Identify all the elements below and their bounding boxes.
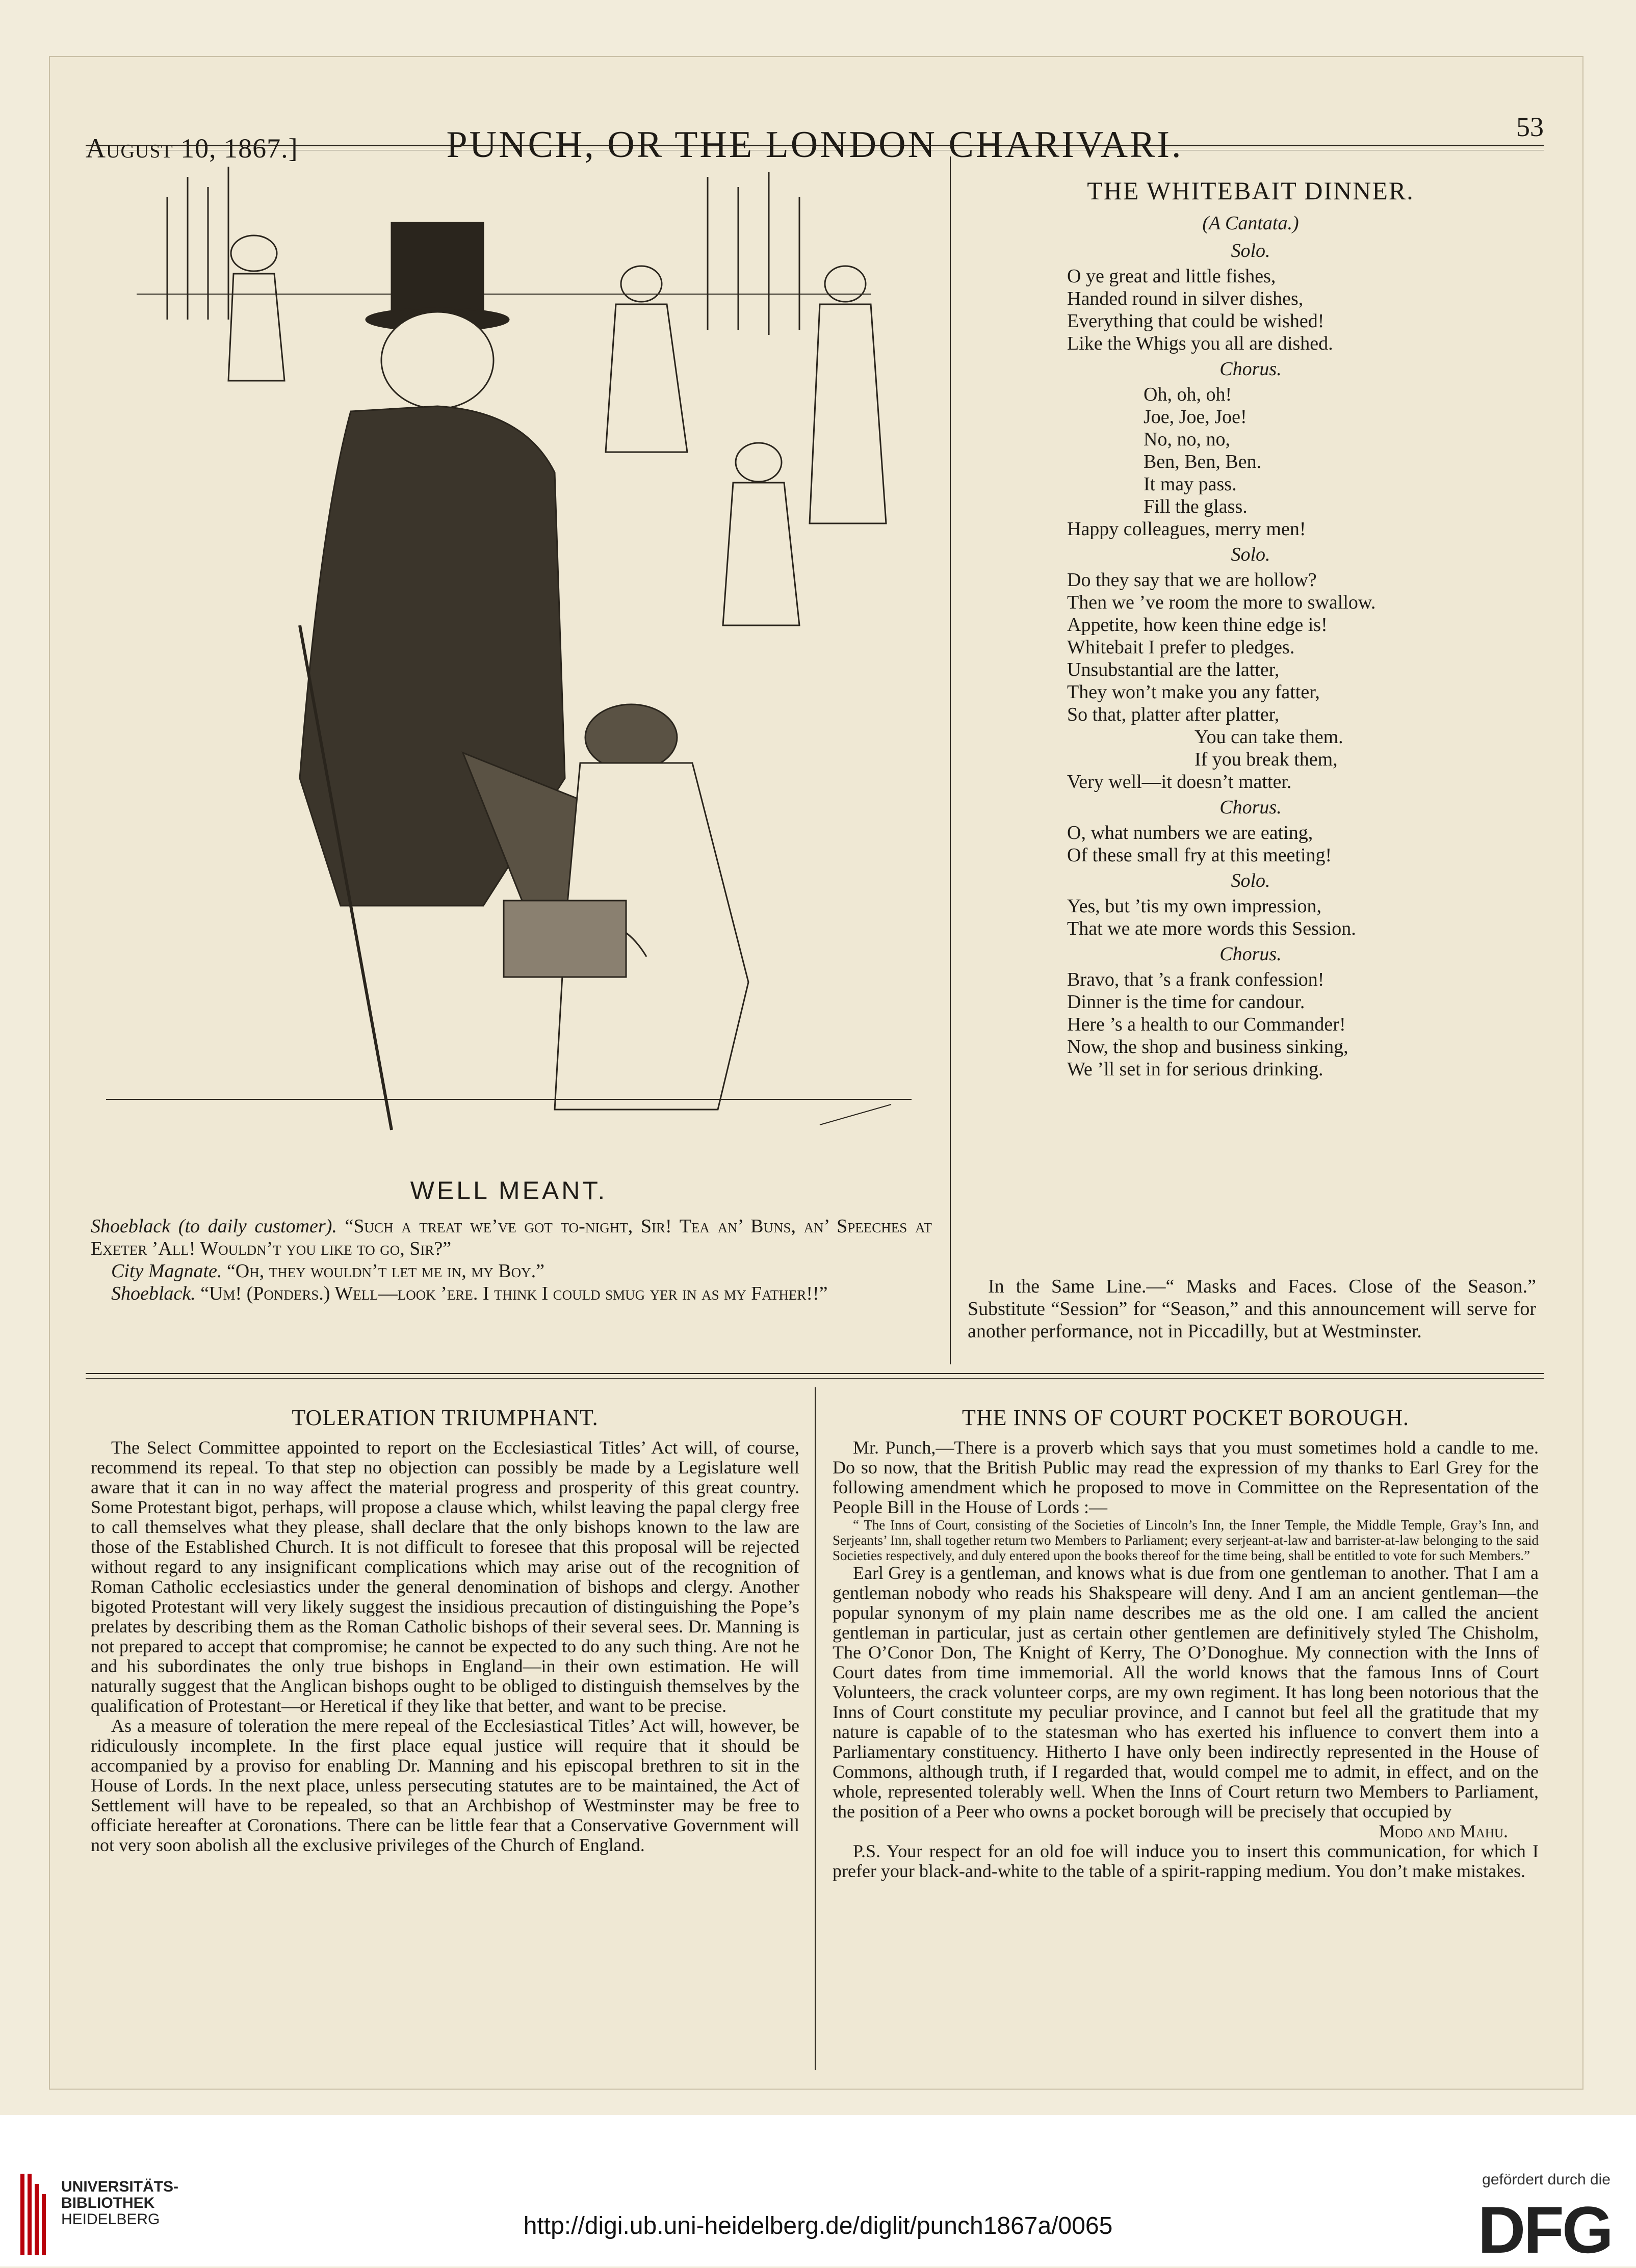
signature: Modo and Mahu. xyxy=(1379,1821,1508,1841)
poem-stanza xyxy=(970,569,1531,793)
poem-line: It may pass. xyxy=(1144,473,1237,495)
funded-by-text: gefördert durch die xyxy=(1482,2171,1611,2188)
article-title: THE INNS OF COURT POCKET BOROUGH. xyxy=(962,1405,1410,1430)
poem-line: That we ate more words this Session. xyxy=(1067,918,1356,939)
caption-line xyxy=(91,1282,932,1305)
page-header xyxy=(86,98,1544,169)
poem-line: Fill the glass. xyxy=(1144,496,1248,517)
same-line-paragraph xyxy=(968,1275,1536,1342)
caption-speaker: Shoeblack. xyxy=(111,1283,196,1304)
poem-line: You can take them. xyxy=(1194,726,1343,748)
poem-line: Of these small fry at this meeting! xyxy=(1067,845,1332,866)
cartoon-caption xyxy=(91,1215,932,1305)
poem-title: THE WHITEBAIT DINNER. xyxy=(1087,176,1414,205)
caption-speaker: City Magnate. xyxy=(111,1260,222,1282)
postscript: P.S. Your respect for an old foe will induce you to insert this communication, for which I prefer your black-and-white to the table of a spirit-rapping medium. You don’t make mistakes. xyxy=(833,1841,1539,1881)
poem-line: Very well—it doesn’t matter. xyxy=(1067,771,1292,793)
page-number: 53 xyxy=(1516,112,1544,142)
poem-line: Now, the shop and business sinking, xyxy=(1067,1036,1348,1058)
article-title: TOLERATION TRIUMPHANT. xyxy=(292,1405,599,1430)
poem-line: Oh, oh, oh! xyxy=(1144,384,1232,405)
cartoon-illustration xyxy=(106,167,912,1166)
poem-line: Unsubstantial are the latter, xyxy=(1067,659,1280,680)
caption-line xyxy=(91,1260,932,1282)
article-paragraph: Mr. Punch,—There is a proverb which says that you must sometimes hold a candle to me. Do so now, that the British Public may read the expression of my thanks to Earl Grey for the following amendment which he proposed to move in Committee on the Representation of the People Bill in the House of Lords :— xyxy=(833,1437,1539,1517)
poem-section-label: Solo. xyxy=(1231,544,1270,565)
poem-line: O, what numbers we are eating, xyxy=(1067,822,1313,843)
institution-name: UNIVERSITÄTS- BIBLIOTHEK HEIDELBERG xyxy=(61,2178,179,2228)
poem-section-label: Chorus. xyxy=(1219,797,1282,818)
poem-stanza xyxy=(970,895,1531,940)
header-rule xyxy=(86,145,1544,146)
article-paragraph: Earl Grey is a gentleman, and knows what is due from one gentleman to another. That I am a gentleman nobody who reads his Shakspeare will deny. And I am an ancient gentleman—the popular synonym of my plain name describes me as the old one. I am called the ancient gentleman in particular, just as certain other gentlemen are definitively styled The Chisholm, The O’Conor Don, The Knight of Kerry, The O’Donoghue. My connection with the Inns of Court dates from time immemorial. All the world knows that the famous Inns of Court Volunteers, the crack volunteer corps, are my own regiment. It has long been notorious that the Inns of Court constitute my peculiar province, and I cannot but feel all the gratitude that my nature is capable of to the statesman who has exerted his influence to convert them into a Parliamentary constituency. Hitherto I have only been indirectly represented in the House of Commons, although truth, if I regarded that, would compel me to admit, in effect, and on the whole, represented tolerably well. When the Inns of Court return two Members to Parliament, the position of a Peer who owns a pocket borough will be precisely that occupied by xyxy=(833,1563,1539,1822)
poem-line: If you break them, xyxy=(1194,749,1338,770)
poem-line: Here ’s a health to our Commander! xyxy=(1067,1014,1346,1035)
poem-line: Then we ’ve room the more to swallow. xyxy=(1067,592,1376,613)
caption-text: “Such a treat we’ve got to-night, Sir! Tea an’ Buns, an’ Speeches at Exeter ’All! Wouldn’t you like to go, Sir?” xyxy=(91,1216,932,1259)
same-line-text: In the Same Line.—“ Masks and Faces. Close of the Season.” Substitute “Session” for “Season,” and this announcement will serve for another performance, not in Piccadilly, but at Westminster. xyxy=(968,1276,1536,1342)
caption-speaker: Shoeblack (to daily customer). xyxy=(91,1216,337,1237)
poem-line: We ’ll set in for serious drinking. xyxy=(1067,1059,1323,1080)
poem-line: Everything that could be wished! xyxy=(1067,310,1325,332)
poem-line: Bravo, that ’s a frank confession! xyxy=(1067,969,1325,990)
poem-line: Happy colleagues, merry men! xyxy=(1067,518,1306,540)
poem-stanza xyxy=(970,265,1531,355)
poem-line: Like the Whigs you all are dished. xyxy=(1067,333,1333,354)
source-url-link[interactable]: http://digi.ub.uni-heidelberg.de/diglit/punch1867a/0065 xyxy=(523,2212,1113,2239)
digitization-footer xyxy=(0,2115,1636,2266)
cartoon-title: WELL MEANT. xyxy=(410,1176,608,1205)
article-paragraph: As a measure of toleration the mere repeal of the Ecclesiastical Titles’ Act will, however, be ridiculously incomplete. In the first place equal justice will require that it should be accompanied by a proviso for enabling Dr. Manning and his episcopal brethren to sit in the House of Lords. In the next place, unless persecuting statutes are to be maintained, the Act of Settlement will have to be repealed, so that an Archbishop of Westminster may be free to officiate hereafter at Coronations. There can be little fear that a Conservative Government will not very soon abolish all the exclusive privileges of the Church of England. xyxy=(91,1716,799,1855)
poem-stanza xyxy=(970,968,1531,1080)
poem-stanza xyxy=(970,383,1531,540)
column-divider xyxy=(950,156,951,1364)
issue-date: August 10, 1867.] xyxy=(86,133,298,164)
masthead-title: PUNCH, OR THE LONDON CHARIVARI. xyxy=(446,124,1183,166)
poem-section-label: Solo. xyxy=(1231,870,1270,891)
amendment-quote: “ The Inns of Court, consisting of the Societies of Lincoln’s Inn, the Inner Temple, the Middle Temple, Gray’s Inn, and Serjeants’ Inn, shall together return two Members to Parliament; every serjeant-at-law and barrister-at-law belonging to the said Societies respectively, and duly entered upon the books thereof for the time being, shall be entitled to vote for such Members.” xyxy=(833,1517,1539,1563)
inns-article xyxy=(833,1405,1539,1881)
poem-stanza xyxy=(970,822,1531,866)
section-rule-thin xyxy=(86,1378,1544,1379)
poem-line: Yes, but ’tis my own impression, xyxy=(1067,895,1321,917)
poem-body xyxy=(970,240,1531,1080)
whitebait-poem xyxy=(970,176,1531,1080)
caption-text: “Oh, they wouldn’t let me in, my Boy.” xyxy=(222,1260,544,1282)
article-paragraph: The Select Committee appointed to report on the Ecclesiastical Titles’ Act will, of course, recommend its repeal. To that step no objection can possibly be made by a Legislature well aware that it can in no way affect the material progress and prosperity of this great country. Some Protestant bigot, perhaps, will propose a clause which, whilst leaving the papal clergy free to call themselves what they please, shall declare that the only bishops known to the law are those of the Established Church. It is not difficult to foresee that this proposal will be rejected without regard to any insignificant complications which may arise out of the recognition of Roman Catholic ecclesiastics under the general denomination of bishops and clergy. Another bigoted Protestant will very likely suggest the insidious precaution of distinguishing the Pope’s prelates by describing them as the Roman Catholic bishops of their several sees. Dr. Manning is not prepared to accept that compromise; he cannot be expected to do any such thing. Are not he and his subordinates the only true bishops in England—in their own estimation. He will naturally suggest that the Anglican bishops ought to be obliged to distinguish themselves by the qualification of Protestant—or Heretical if they like that better, and want to be precise. xyxy=(91,1437,799,1716)
poem-line: Ben, Ben, Ben. xyxy=(1144,451,1262,472)
poem-line: Dinner is the time for candour. xyxy=(1067,991,1305,1013)
toleration-article xyxy=(91,1405,799,1855)
newspaper-page xyxy=(49,56,1583,2090)
poem-section-label: Chorus. xyxy=(1219,943,1282,965)
poem-line: Whitebait I prefer to pledges. xyxy=(1067,637,1295,658)
section-rule xyxy=(86,1373,1544,1374)
poem-line: Handed round in silver dishes, xyxy=(1067,288,1304,309)
poem-line: No, no, no, xyxy=(1144,429,1230,450)
column-divider xyxy=(815,1387,816,2070)
poem-line: Appetite, how keen thine edge is! xyxy=(1067,614,1328,636)
caption-line xyxy=(91,1215,932,1260)
funder-logo: DFG xyxy=(1477,2193,1612,2267)
poem-line: They won’t make you any fatter, xyxy=(1067,681,1320,703)
poem-subtitle: (A Cantata.) xyxy=(1202,213,1299,234)
poem-section-label: Chorus. xyxy=(1219,358,1282,380)
poem-line: O ye great and little fishes, xyxy=(1067,266,1276,287)
poem-section-label: Solo. xyxy=(1231,240,1270,261)
poem-line: So that, platter after platter, xyxy=(1067,704,1280,725)
poem-line: Do they say that we are hollow? xyxy=(1067,569,1317,591)
caption-text: “Um! (Ponders.) Well—look ’ere. I think I could smug yer in as my Father!!” xyxy=(195,1283,828,1304)
poem-line: Joe, Joe, Joe! xyxy=(1144,406,1247,428)
